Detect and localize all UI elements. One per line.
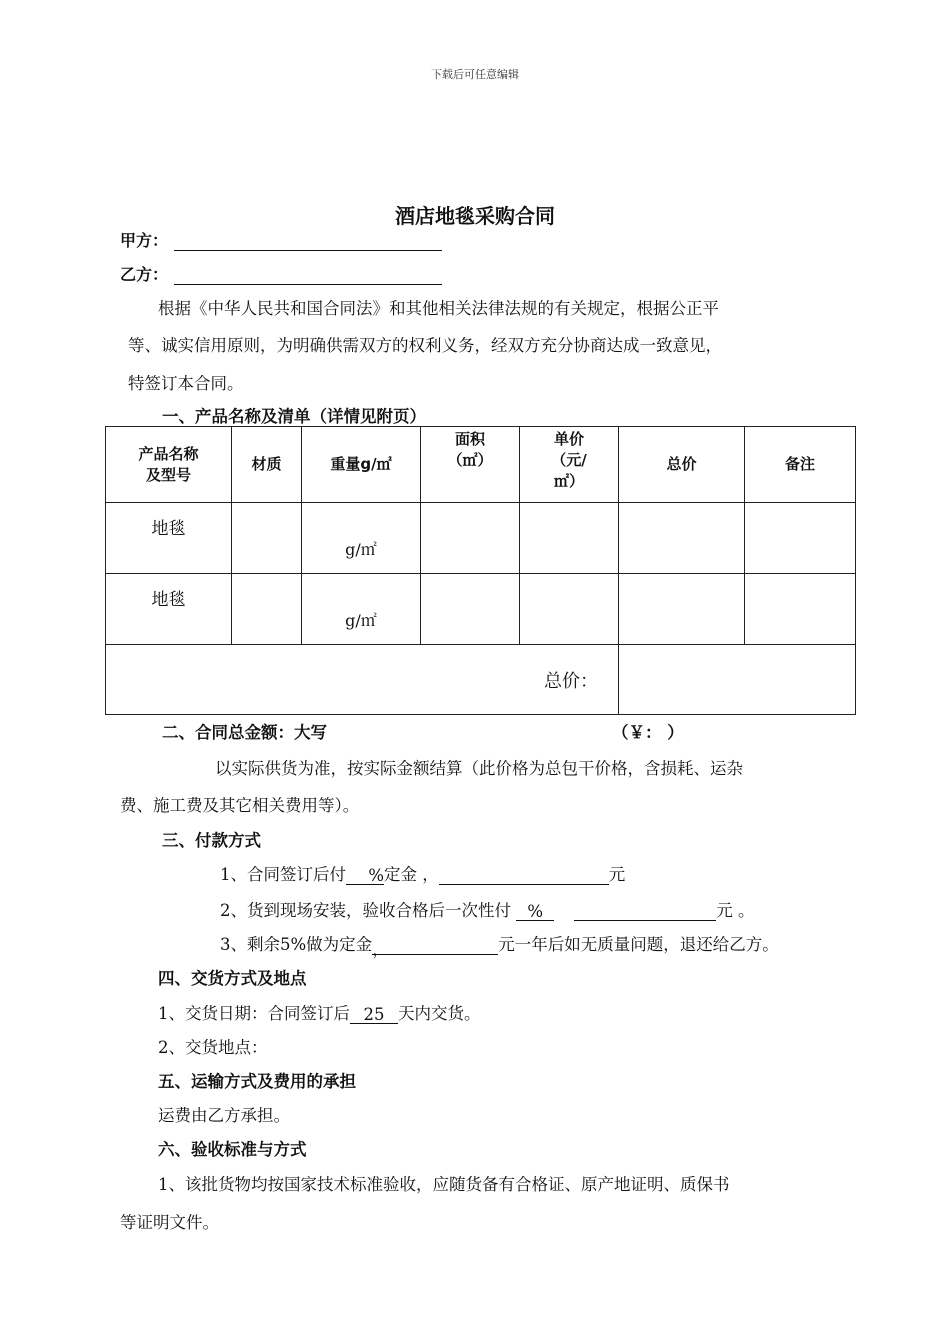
delivery-date bbox=[158, 1000, 481, 1024]
delivery-date-text: 1、交货日期：合同签订后 bbox=[158, 1004, 350, 1023]
section-3-heading: 三、付款方式 bbox=[162, 831, 261, 850]
amount-figures: （￥： ） bbox=[612, 723, 684, 742]
table-row bbox=[106, 503, 856, 574]
delivery-days[interactable]: 25 bbox=[350, 1005, 398, 1024]
header-total: 总价 bbox=[619, 427, 745, 503]
header-material: 材质 bbox=[232, 427, 302, 503]
acceptance-line-2: 等证明文件。 bbox=[120, 1213, 219, 1232]
pay2-percent[interactable]: % bbox=[516, 902, 554, 921]
row2-price-cell[interactable] bbox=[520, 574, 619, 645]
row1-remark-cell[interactable] bbox=[745, 503, 856, 574]
pay1-unit: 元 bbox=[608, 865, 626, 884]
header-price-l1: 单价 bbox=[553, 430, 584, 448]
section-4-heading: 四、交货方式及地点 bbox=[158, 969, 307, 988]
settlement-line-2: 费、施工费及其它相关费用等）。 bbox=[120, 796, 360, 815]
party-b-blank[interactable] bbox=[174, 266, 442, 285]
header-weight: 重量g/㎡ bbox=[302, 427, 421, 503]
pay1-percent[interactable]: % bbox=[346, 866, 384, 885]
row1-weight-cell[interactable] bbox=[302, 503, 421, 574]
total-label: 总价： bbox=[106, 645, 619, 715]
transport-text: 运费由乙方承担。 bbox=[158, 1106, 290, 1125]
row1-weight: g/㎡ bbox=[345, 539, 377, 559]
header-area-l1: 面积 bbox=[454, 430, 485, 448]
row2-weight: g/㎡ bbox=[345, 610, 377, 630]
header-product-name bbox=[106, 427, 232, 503]
table-row bbox=[106, 574, 856, 645]
table-total-row bbox=[106, 645, 856, 715]
pay2-text: 2、货到现场安装，验收合格后一次性付 bbox=[220, 901, 517, 920]
pay2-unit: 元 。 bbox=[716, 901, 755, 920]
row1-name: 地毯 bbox=[151, 518, 186, 539]
row1-material-cell[interactable] bbox=[232, 503, 302, 574]
party-b-label: 乙方： bbox=[120, 265, 169, 284]
header-price-l3: ㎡） bbox=[553, 472, 584, 490]
acceptance-line-1: 1、该批货物均按国家技术标准验收，应随货备有合格证、原产地证明、质保书 bbox=[158, 1175, 730, 1194]
row2-area-cell[interactable] bbox=[421, 574, 520, 645]
party-a-row bbox=[120, 228, 442, 251]
header-product-name-l2: 及型号 bbox=[145, 465, 191, 484]
pay2-amount-blank[interactable] bbox=[574, 902, 716, 921]
row2-name-cell[interactable] bbox=[106, 574, 232, 645]
row1-price-cell[interactable] bbox=[520, 503, 619, 574]
payment-item-1 bbox=[220, 861, 625, 885]
section-1-heading: 一、产品名称及清单（详情见附页） bbox=[162, 407, 426, 426]
pay1-amount-blank[interactable] bbox=[439, 866, 609, 885]
intro-line-3: 特签订本合同。 bbox=[128, 374, 244, 393]
payment-item-2 bbox=[220, 897, 755, 921]
pay1-text: 1、合同签订后付 bbox=[220, 865, 346, 884]
pay3-tail: 元一年后如无质量问题，退还给乙方。 bbox=[498, 935, 779, 954]
intro-line-1: 根据《中华人民共和国合同法》和其他相关法律法规的有关规定，根据公正平 bbox=[158, 299, 719, 318]
row1-area-cell[interactable] bbox=[421, 503, 520, 574]
payment-item-3 bbox=[220, 931, 779, 959]
row2-weight-cell[interactable] bbox=[302, 574, 421, 645]
row2-name: 地毯 bbox=[151, 589, 186, 610]
section-5-heading: 五、运输方式及费用的承担 bbox=[158, 1072, 356, 1091]
contract-title: 酒店地毯采购合同 bbox=[395, 204, 555, 228]
row1-total-cell[interactable] bbox=[619, 503, 745, 574]
pay3-amount-blank[interactable]: ， bbox=[372, 936, 498, 955]
header-product-name-l1: 产品名称 bbox=[138, 444, 199, 463]
header-remark: 备注 bbox=[745, 427, 856, 503]
table-header-row bbox=[106, 427, 856, 503]
pay1-deposit: 定金 ， bbox=[384, 865, 439, 884]
row1-name-cell[interactable] bbox=[106, 503, 232, 574]
party-a-blank[interactable] bbox=[174, 232, 442, 251]
product-table bbox=[105, 426, 856, 715]
header-area bbox=[421, 427, 520, 503]
settlement-line-1: 以实际供货为准，按实际金额结算（此价格为总包干价格，含损耗、运杂 bbox=[215, 759, 743, 778]
party-a-label: 甲方： bbox=[120, 231, 169, 250]
delivery-place: 2、交货地点： bbox=[158, 1038, 268, 1057]
pay3-text: 3、剩余5%做为定金 bbox=[220, 935, 373, 954]
row2-total-cell[interactable] bbox=[619, 574, 745, 645]
total-value-cell[interactable] bbox=[619, 645, 856, 715]
intro-line-2: 等、诚实信用原则，为明确供需双方的权利义务，经双方充分协商达成一致意见， bbox=[128, 336, 722, 355]
delivery-date-tail: 天内交货。 bbox=[398, 1004, 481, 1023]
row2-material-cell[interactable] bbox=[232, 574, 302, 645]
header-price-l2: （元/ bbox=[551, 451, 587, 469]
header-note: 下载后可任意编辑 bbox=[431, 68, 519, 81]
header-unit-price bbox=[520, 427, 619, 503]
section-6-heading: 六、验收标准与方式 bbox=[158, 1140, 307, 1159]
row2-remark-cell[interactable] bbox=[745, 574, 856, 645]
section-2-heading: 二、合同总金额：大写 bbox=[162, 723, 327, 742]
header-area-l2: （㎡） bbox=[447, 451, 493, 469]
party-b-row bbox=[120, 262, 442, 285]
